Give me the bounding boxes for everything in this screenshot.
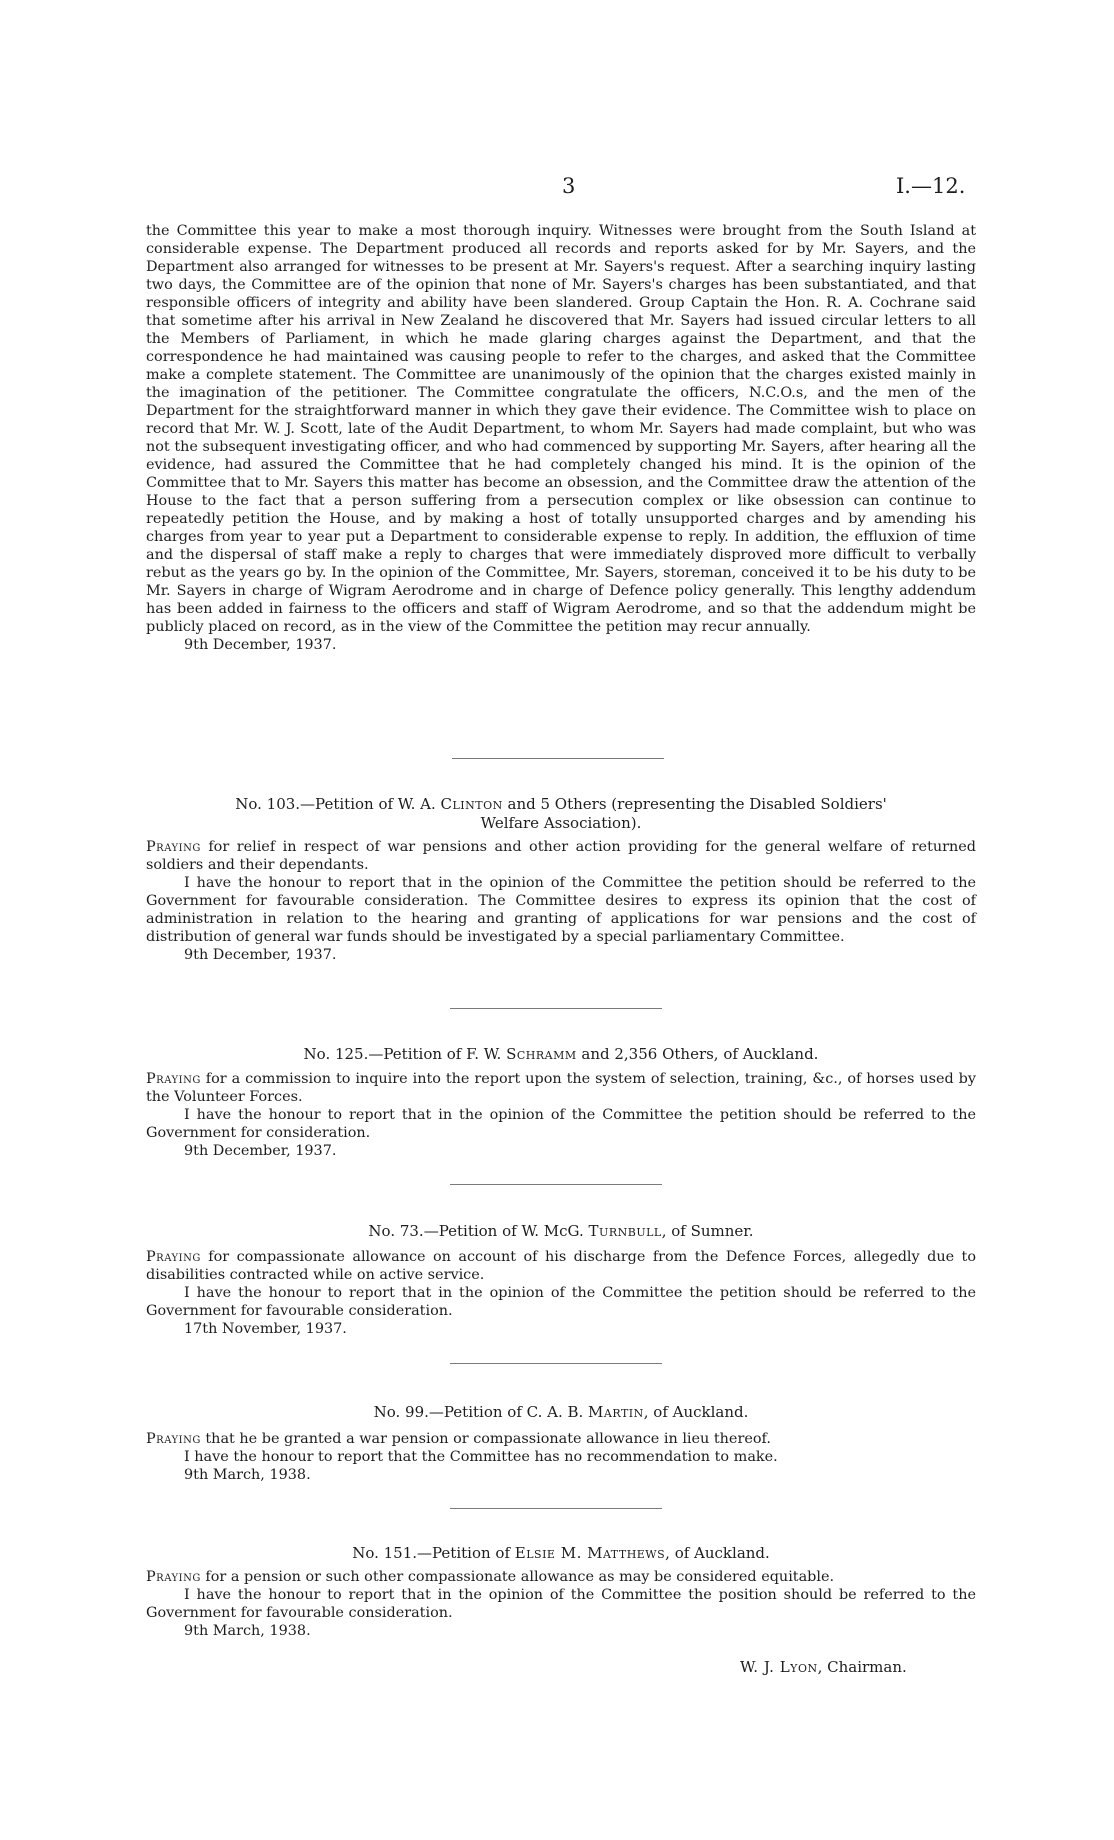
praying-text: for compassionate allowance on account of his discharge from the Defence Forces, allegedly due to disabilities contracted while on active service. [146,1249,976,1283]
petition-report: I have the honour to report that in the opinion of the Committee the petition should be referred to the Government for favourable consideration. [146,1285,976,1319]
petition-title-suffix: , of Auckland. [643,1403,749,1421]
petition-title [146,1403,976,1422]
petition-body [146,1568,976,1640]
praying-word: Praying [146,1431,201,1447]
petition-title-prefix: No. 103.—Petition of W. A. [235,795,441,813]
petition-title [146,795,976,833]
petition-title [146,1045,976,1064]
divider-rule [450,1184,662,1185]
praying-text: for a commission to inquire into the report upon the system of selection, training, &c., of horses used by the Volunteer Forces. [146,1071,976,1105]
praying-word: Praying [146,839,201,855]
praying-text: for relief in respect of war pensions and other action providing for the general welfare of returned soldiers and their dependants. [146,839,976,873]
petition-date: 17th November, 1937. [184,1321,347,1337]
intro-section [146,222,976,654]
petition-title-suffix: and 2,356 Others, of Auckland. [576,1045,819,1063]
petition-report: I have the honour to report that in the opinion of the Committee the position should be referred to the Government for favourable consideration. [146,1587,976,1621]
petition-date: 9th March, 1938. [184,1467,311,1483]
divider-rule [450,1363,662,1364]
petitioner-name: Schramm [506,1045,577,1063]
petition-body [146,1430,976,1484]
praying-text: that he be granted a war pension or compassionate allowance in lieu thereof. [200,1431,771,1447]
petition-body [146,1248,976,1338]
petition-title-prefix: No. 99.—Petition of C. A. B. [373,1403,589,1421]
praying-word: Praying [146,1071,201,1087]
petition-title-prefix: No. 125.—Petition of F. W. [303,1045,507,1063]
intro-date: 9th December, 1937. [184,637,337,653]
petition-title-suffix: , of Auckland. [665,1544,770,1562]
chairman-signature [740,1658,907,1676]
praying-word: Praying [146,1569,201,1585]
petition-title-prefix: No. 73.—Petition of W. McG. [368,1222,589,1240]
petition-report: I have the honour to report that in the opinion of the Committee the petition should be referred to the Government for consideration. [146,1107,976,1141]
divider-rule [452,758,664,759]
petition-date: 9th December, 1937. [184,947,337,963]
page-number: 3 [562,174,576,198]
petition-body [146,1070,976,1160]
petitioner-name: Turnbull [588,1222,662,1240]
praying-word: Praying [146,1249,201,1265]
divider-rule [450,1008,662,1009]
divider-rule [450,1508,662,1509]
petition-report: I have the honour to report that in the opinion of the Committee the petition should be referred to the Government for favourable consideration. The Committee desires to express its opinion that the cost of administration in relation to the hearing and granting of applications for war pensions and the cost of distribution of general war funds should be investigated by a special parliamentary Committee. [146,875,976,945]
petition-title-suffix: and 5 Others (representing the Disabled Soldiers' Welfare Association). [480,795,887,832]
intro-paragraph: the Committee this year to make a most thorough inquiry. Witnesses were brought from the South Island at considerable expense. The Department produced all records and reports asked for by Mr. Sayers, and the Department also arranged for witnesses to be present at Mr. Sayers's request. After a searching inquiry lasting two days, the Committee are of the opinion that none of Mr. Sayers's charges has been substantiated, and that responsible officers of integrity and ability have been slandered. Group Captain the Hon. R. A. Cochrane said that sometime after his arrival in New Zealand he discovered that Mr. Sayers had issued circular letters to all the Members of Parliament, in which he made glaring charges against the Department, and that the correspondence he had maintained was causing people to refer to the charges, and asked that the Committee make a complete statement. The Committee are unanimously of the opinion that the charges existed mainly in the imagination of the petitioner. The Committee congratulate the officers, N.C.O.s, and the men of the Department for the straightforward manner in which they gave their evidence. The Committee wish to place on record that Mr. W. J. Scott, late of the Audit Department, to whom Mr. Sayers had made complaint, but who was not the subsequent investigating officer, and who had commenced by supporting Mr. Sayers, after hearing all the evidence, had assured the Committee that he had completely changed his mind. It is the opinion of the Committee that to Mr. Sayers this matter has become an obsession, and the Committee draw the attention of the House to the fact that a person suffering from a persecution complex or like obsession can continue to repeatedly petition the House, and by making a host of totally unsupported charges and by amending his charges from year to year put a Department to considerable expense to reply. In addition, the effluxion of time and the dispersal of staff make a reply to charges that were immediately disproved more difficult to verbally rebut as the years go by. In the opinion of the Committee, Mr. Sayers, storeman, conceived it to be his duty to be Mr. Sayers in charge of Wigram Aerodrome and in charge of Defence policy generally. This lengthy addendum has been added in fairness to the officers and staff of Wigram Aerodrome, and so that the addendum might be publicly placed on record, as in the view of the Committee the petition may recur annually. [146,223,976,635]
paper-reference: I.—12. [896,174,966,198]
petition-title-prefix: No. 151.—Petition of [352,1544,515,1562]
petition-title [146,1222,976,1241]
praying-text: for a pension or such other compassionate allowance as may be considered equitable. [200,1569,835,1585]
petitioner-name: Elsie M. Matthews [514,1544,666,1562]
signatory-title: , Chairman. [817,1658,907,1676]
signatory-name: W. J. Lyon [740,1658,818,1676]
petition-report: I have the honour to report that the Committee has no recommendation to make. [184,1449,778,1465]
petition-title [146,1544,976,1563]
petition-date: 9th March, 1938. [184,1623,311,1639]
petition-date: 9th December, 1937. [184,1143,337,1159]
petition-title-suffix: , of Sumner. [661,1222,754,1240]
petition-body [146,838,976,964]
petitioner-name: Clinton [440,795,503,813]
petitioner-name: Martin [588,1403,644,1421]
